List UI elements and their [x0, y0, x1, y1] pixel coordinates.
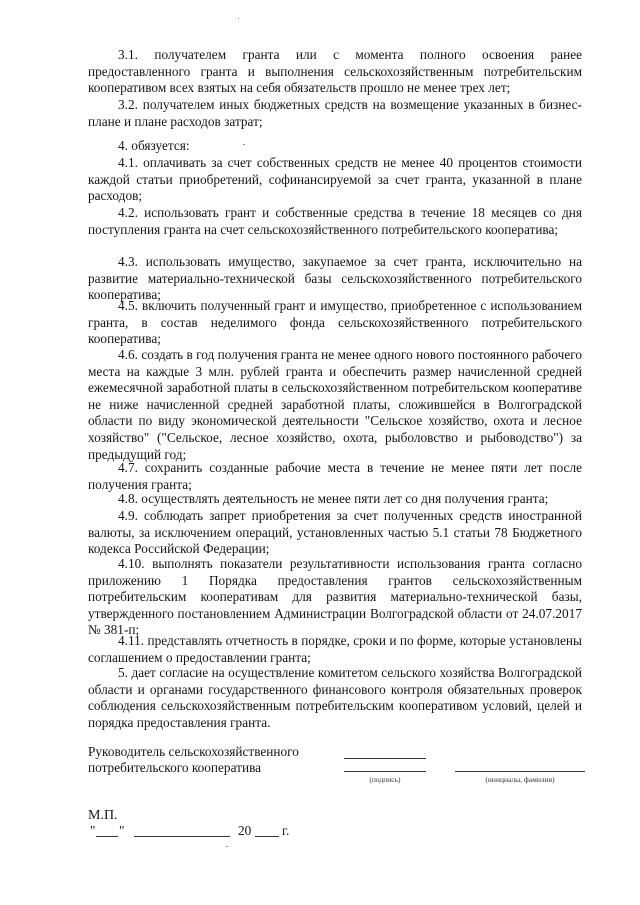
scan-speck: [243, 144, 245, 145]
date-month-line: [134, 836, 230, 837]
clause-4-9: 4.9. соблюдать запрет приобретения за счет полученных средств иностранной валюты, за исключением операций, установленных частью 5.1 статьи 78 Бюджетного кодекса Российской Федерации;: [88, 508, 582, 557]
date-day-line: [96, 836, 118, 837]
clause-4-10: 4.10. выполнять показатели результативности использования гранта согласно приложению 1 Порядка предоставления грантов сельскохозяйственным потребительским кооперативам для развития материально-технической базы, утвержденного постановлением Администрации Волгоградской области от 24.07.2017 № 381-п;: [88, 556, 582, 638]
initials-caption: (инициалы, фамилия): [485, 775, 555, 784]
date-quote-close: ": [119, 823, 125, 838]
signature-line: [344, 771, 426, 772]
date-year-suffix: г.: [282, 823, 290, 838]
signature-caption: (подпись): [369, 775, 401, 784]
clause-4-6: 4.6. создать в год получения гранта не менее одного нового постоянного рабочего места на каждые 3 млн. рублей гранта и обеспечить размер начисленной средней ежемесячной заработной платы в сельскохозяйственном потребительском кооперативе не ниже начисленной средней заработной платы, сложившейся в Волгоградской области по виду экономической деятельности "Сельское хозяйство, охота и лесное хозяйство" ("Сельское, лесное хозяйство, охота, рыболовство и рыбоводство") за предыдущий год;: [88, 347, 582, 462]
date-year-line: [255, 836, 279, 837]
scan-speck: [226, 846, 228, 847]
clause-4-7: 4.7. сохранить созданные рабочие места в течение не менее пяти лет после получения гранта;: [88, 460, 582, 492]
clause-4-3: 4.3. использовать имущество, закупаемое за счет гранта, исключительно на развитие материально-технической базы сельскохозяйственного потребительского кооператива;: [88, 254, 582, 303]
signature-line-upper: [344, 758, 426, 759]
clause-4-5: 4.5. включить полученный грант и имущество, приобретенное с использованием гранта, в состав неделимого фонда сельскохозяйственного потребительского кооператива;: [88, 298, 582, 347]
scan-speck: [238, 18, 239, 19]
initials-line: [455, 771, 585, 772]
clause-4: 4. обязуется:: [118, 138, 190, 153]
date-year-prefix: 20: [238, 823, 252, 838]
date-quote-open: ": [90, 823, 96, 838]
clause-4-1: 4.1. оплачивать за счет собственных средств не менее 40 процентов стоимости каждой статьи приобретений, софинансируемой за счет гранта, указанной в плане расходов;: [88, 155, 582, 204]
clause-5: 5. дает согласие на осуществление комитетом сельского хозяйства Волгоградской области и органами государственного финансового контроля обязательных проверок соблюдения сельскохозяйственным потребительским кооперативом условий, целей и порядка предоставления гранта.: [88, 665, 582, 730]
clause-4-11: 4.11. представлять отчетность в порядке, сроки и по форме, которые установлены соглашением о предоставлении гранта;: [88, 633, 582, 665]
stamp-place: М.П.: [88, 808, 118, 823]
signatory-role-line2: потребительского кооператива: [88, 760, 262, 775]
clause-3-2: 3.2. получателем иных бюджетных средств на возмещение указанных в бизнес-плане и плане расходов затрат;: [88, 97, 582, 129]
clause-4-8: 4.8. осуществлять деятельность не менее пяти лет со дня получения гранта;: [118, 491, 549, 506]
clause-3-1: 3.1. получателем гранта или с момента полного освоения ранее предоставленного гранта и выполнения сельскохозяйственным потребительским кооперативом всех взятых на себя обязательств прошло не менее трех лет;: [88, 47, 582, 96]
clause-4-2: 4.2. использовать грант и собственные средства в течение 18 месяцев со дня поступления гранта на счет сельскохозяйственного потребительского кооператива;: [88, 205, 582, 237]
signatory-role-line1: Руководитель сельскохозяйственного: [88, 744, 299, 759]
